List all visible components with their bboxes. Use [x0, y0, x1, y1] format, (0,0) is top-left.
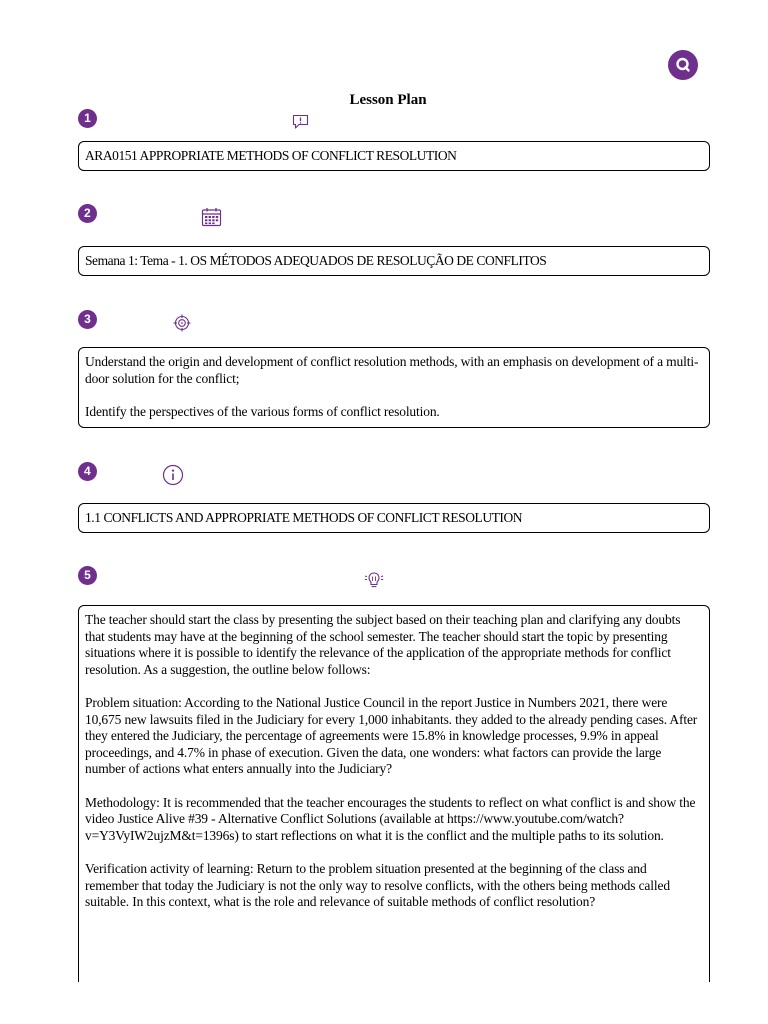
- target-icon: [173, 314, 191, 332]
- section-number-4: 4: [78, 462, 97, 481]
- section-number-3: 3: [78, 310, 97, 329]
- procedure-paragraph: Verification activity of learning: Return to the problem situation presented at the beginning of the class and remember that today the Judiciary is not the only way to resolve conflicts, with the others being methods called suitable. In this context, what is the role and relevance of suitable methods of conflict resolution?: [85, 860, 670, 910]
- brand-logo-icon: [668, 50, 698, 80]
- course-code-text: ARA0151 APPROPRIATE METHODS OF CONFLICT RESOLUTION: [85, 148, 457, 163]
- course-code-field: [78, 141, 710, 171]
- section-number-2: 2: [78, 204, 97, 223]
- info-icon: [162, 464, 184, 486]
- procedure-paragraph: Methodology: It is recommended that the teacher encourages the students to reflect on what conflict is and show the video Justice Alive #39 - Alternative Conflict Solutions (available at https://www.youtube.com/watch?v=Y3VyIW2ujzM&t=1396s) to start reflections on what it is the conflict and the multiple paths to its solution.: [85, 794, 696, 843]
- objectives-field: [78, 347, 710, 428]
- week-topic-field: [78, 246, 710, 276]
- speech-bubble-alert-icon: [292, 114, 309, 130]
- topic-text: 1.1 CONFLICTS AND APPROPRIATE METHODS OF CONFLICT RESOLUTION: [85, 510, 523, 525]
- topic-field: [78, 503, 710, 533]
- objective-paragraph: Identify the perspectives of the various forms of conflict resolution.: [85, 403, 440, 419]
- calendar-icon: [201, 207, 222, 227]
- idea-bulb-icon: [364, 571, 384, 589]
- page-title: Lesson Plan: [349, 92, 427, 108]
- procedure-paragraph: The teacher should start the class by presenting the subject based on their teaching plan and clarifying any doubts that students may have at the beginning of the school semester. The teacher should start the topic by presenting situations where it is possible to identify the relevance of the application of the appropriate methods for conflict resolution. As a suggestion, the outline below follows:: [85, 612, 681, 677]
- class-procedures-field: [78, 605, 710, 982]
- section-number-5: 5: [78, 566, 97, 585]
- procedure-paragraph: Problem situation: According to the National Justice Council in the report Justice in Numbers 2021, there were 10,675 new lawsuits filed in the Judiciary for every 1,000 inhabitants. they added to the already pending cases. After they entered the Judiciary, the percentage of agreements were 15.8% in knowledge processes, 9.9% in appeal proceedings, and 4.7% in phase of execution. Given the data, one wonders: what factors can provide the large number of actions what enters annually into the Judiciary?: [85, 694, 698, 777]
- week-topic-text: Semana 1: Tema - 1. OS MÉTODOS ADEQUADOS DE RESOLUÇÃO DE CONFLITOS: [85, 253, 547, 268]
- objective-paragraph: Understand the origin and development of conflict resolution methods, with an emphasis on development of a multi-door solution for the conflict;: [85, 354, 699, 386]
- section-number-1: 1: [78, 109, 97, 128]
